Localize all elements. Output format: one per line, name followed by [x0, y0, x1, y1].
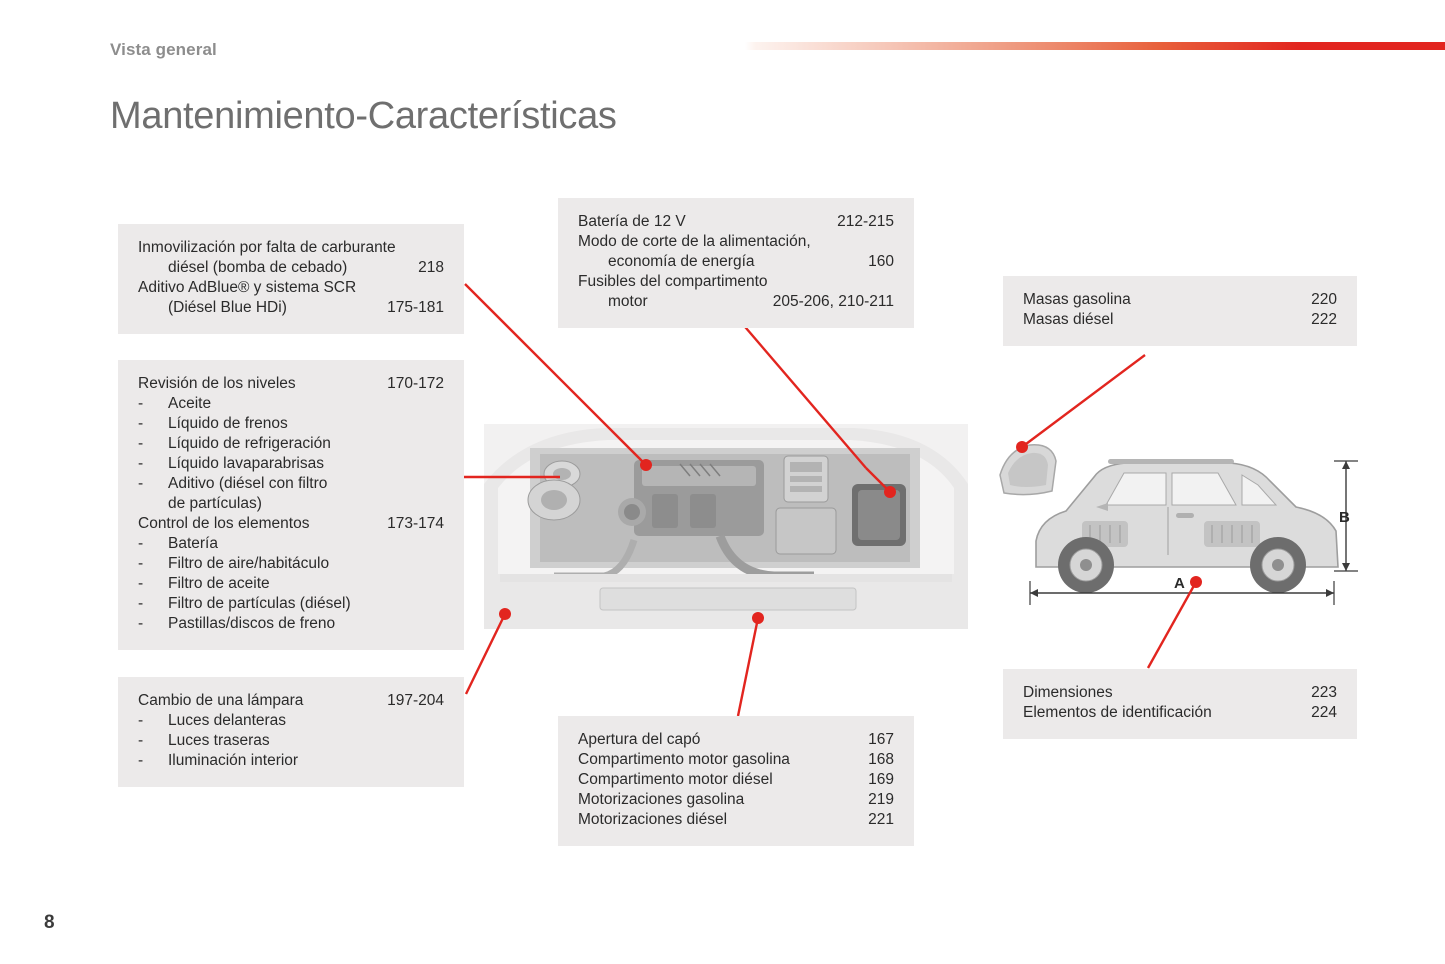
- list-item: - Líquido lavaparabrisas: [138, 455, 324, 472]
- list-item: - Filtro de partículas (diésel): [138, 595, 351, 612]
- entry-row: Fusibles del compartimento: [578, 273, 768, 290]
- entry-heading: Revisión de los niveles 170-172: [138, 375, 444, 392]
- entry-heading: Cambio de una lámpara 197-204: [138, 692, 444, 709]
- entry-row: Masas gasolina 220: [1023, 291, 1337, 308]
- vehicle-side-view-illustration: [990, 415, 1360, 615]
- page-title: Mantenimiento-Características: [110, 95, 617, 137]
- entry-row: Compartimento motor diésel 169: [578, 771, 894, 788]
- dimensiones-card: [1003, 669, 1357, 739]
- entry-row: Motorizaciones gasolina 219: [578, 791, 894, 808]
- entry-row: Inmovilización por falta de carburante: [138, 239, 396, 256]
- svg-text:A: A: [1174, 575, 1185, 592]
- bateria-card: [558, 198, 914, 328]
- entry-row: Motorizaciones diésel 221: [578, 811, 894, 828]
- entry-row: Batería de 12 V 212-215: [578, 213, 894, 230]
- entry-row: Elementos de identificación 224: [1023, 704, 1337, 721]
- list-item: - Líquido de frenos: [138, 415, 288, 432]
- list-item: - Iluminación interior: [138, 752, 299, 769]
- page-number: 8: [44, 912, 55, 933]
- list-item: - Filtro de aceite: [138, 575, 270, 592]
- cambio-lampara-card: [118, 677, 464, 787]
- entry-row: Aditivo AdBlue® y sistema SCR: [138, 279, 357, 296]
- entry-row: (Diésel Blue HDi) 175-181: [168, 299, 444, 316]
- list-item: - Líquido de refrigeración: [138, 435, 331, 452]
- section-label: Vista general: [110, 40, 217, 59]
- entry-row: Apertura del capó 167: [578, 731, 894, 748]
- list-item: - Aditivo (diésel con filtro: [138, 475, 328, 492]
- svg-text:B: B: [1339, 509, 1350, 526]
- list-item: - Pastillas/discos de freno: [138, 615, 336, 632]
- revision-niveles-card: [118, 360, 464, 650]
- list-item: de partículas): [168, 495, 262, 512]
- masas-card: [1003, 276, 1357, 346]
- inmovilizacion-card: [118, 224, 464, 334]
- entry-row: diésel (bomba de cebado) 218: [168, 259, 444, 276]
- entry-row: Compartimento motor gasolina 168: [578, 751, 894, 768]
- entry-heading: Control de los elementos 173-174: [138, 515, 444, 532]
- entry-row: Dimensiones 223: [1023, 684, 1337, 701]
- list-item: - Aceite: [138, 395, 212, 412]
- list-item: - Batería: [138, 535, 218, 552]
- entry-row: motor 205-206, 210-211: [608, 293, 894, 310]
- list-item: - Luces traseras: [138, 732, 270, 749]
- entry-row: economía de energía 160: [608, 253, 894, 270]
- list-item: - Filtro de aire/habitáculo: [138, 555, 330, 572]
- engine-compartment-illustration: [484, 424, 968, 629]
- list-item: - Luces delanteras: [138, 712, 287, 729]
- entry-row: Masas diésel 222: [1023, 311, 1337, 328]
- apertura-capo-card: [558, 716, 914, 846]
- entry-row: Modo de corte de la alimentación,: [578, 233, 811, 250]
